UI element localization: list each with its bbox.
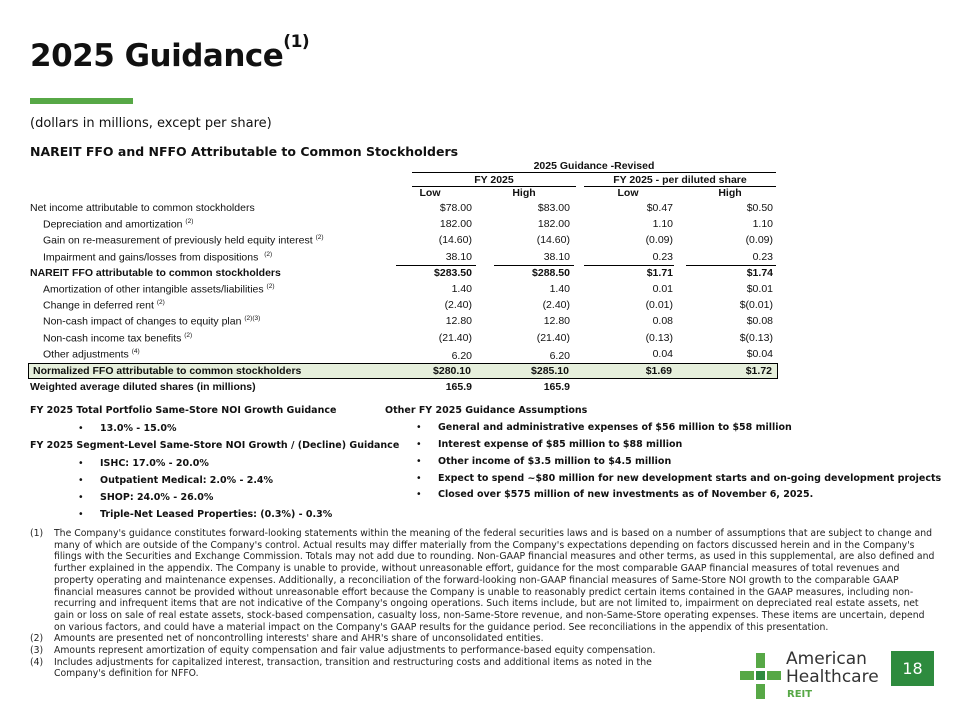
table-row (30, 232, 776, 248)
footnote-marker: (4) (30, 656, 44, 668)
footnote-marker: (2) (30, 633, 44, 645)
table-row-normalized-ffo (28, 363, 778, 379)
fy-low-value: $283.50 (434, 266, 472, 279)
fy-high-value: $288.50 (532, 266, 570, 279)
share-high-value: $0.08 (746, 315, 773, 328)
fy-low-value: $78.00 (439, 202, 472, 214)
segment-noi-heading: FY 2025 Segment-Level Same-Store NOI Growth / (Decline) Guidance (30, 440, 400, 451)
share-high-value: $1.74 (746, 266, 773, 279)
fy-low-value: (2.40) (444, 299, 472, 312)
guidance-group-header: 2025 Guidance -Revised (412, 160, 776, 173)
col-high-share: High (718, 187, 742, 199)
fy-low-value: 12.80 (445, 315, 472, 328)
row-label: Non-cash impact of changes to equity plan $^{(2)(3)}$ (43, 315, 261, 328)
row-label: Other adjustments $^{(4)}$ (43, 347, 140, 361)
fy-low-value: 38.10 (445, 250, 472, 263)
fy-high-value: 12.80 (543, 315, 570, 328)
share-low-value: $1.71 (646, 266, 673, 279)
share-low-value: 1.10 (652, 218, 673, 231)
table-row (30, 330, 776, 346)
share-high-value: $0.50 (746, 202, 773, 214)
segment-noi-bullet: • SHOP: 24.0% - 26.0% (100, 492, 213, 503)
fy-high-value: 1.40 (549, 282, 570, 295)
share-high-value: 0.23 (752, 250, 773, 263)
share-high-value: $0.01 (746, 282, 773, 295)
row-label: NAREIT FFO attributable to common stockholders (30, 266, 281, 279)
logo-wordmark (786, 650, 879, 686)
fy-low-value: (14.60) (438, 234, 472, 247)
logo-line-healthcare: Healthcare (786, 667, 879, 687)
table-row-weighted-shares (30, 379, 776, 395)
page-title (30, 32, 310, 74)
units-note: (dollars in millions, except per share) (30, 116, 272, 131)
footnote-text: The Company's guidance constitutes forward-looking statements within the meaning of the federal securities laws and is based on a number of assumptions that are subject to change and many of which are outside of the Company's control. Actual results may differ materially from the Company's expectations depending on factors discussed herein and in the Company's filings with the Securities and Exchange Commission. Totals may not add due to rounding. Non-GAAP financial measures and other terms, as used in this supplemental, are also defined and further explained in the appendix. The Company is unable to provide, without unreasonable effort, guidance for the most comparable GAAP financial measures of total revenues and property operating and maintenance expenses. Additionally, a reconciliation of the forward-looking non-GAAP financial measures of Same-Store NOI growth to the comparable GAAP financial measures cannot be provided without unreasonable effort because the Company is unable to reasonably predict certain items contained in the GAAP measures, including non-recurring and infrequent items that are not indicative of the Company's ongoing operations. Such items include, but are not limited to, impairment on depreciated real estate assets, net gain or loss on sale of real estate assets, stock-based compensation, casualty loss, non-Same-Store revenue, and non-Same-Store operating expenses. These items are uncertain, depend on various factors, and could have a material impact on the Company's GAAP results for the guidance period. See reconciliations in the appendix of this presentation. (54, 528, 935, 633)
plus-cross-logo-icon (740, 653, 784, 699)
fy-high-value: $285.10 (531, 364, 569, 377)
table-row (30, 313, 776, 329)
table-row (30, 249, 776, 265)
segment-noi-bullet: • Outpatient Medical: 2.0% - 2.4% (100, 475, 273, 486)
segment-noi-bullet: • ISHC: 17.0% - 20.0% (100, 458, 209, 469)
fy-low-value: (21.40) (438, 331, 472, 344)
fy-high-value: (14.60) (536, 234, 570, 247)
company-logo (740, 650, 890, 705)
share-low-value: 0.01 (652, 282, 673, 295)
fy-low-value: 6.20 (451, 349, 472, 362)
share-high-value: $(0.01) (739, 299, 773, 312)
footnote-marker: (3) (30, 645, 44, 657)
table-row (30, 346, 776, 363)
share-high-value: $(0.13) (739, 331, 773, 344)
share-low-value: 0.08 (652, 315, 673, 328)
row-label: Normalized FFO attributable to common stockholders (33, 364, 302, 377)
fy-header: FY 2025 (412, 174, 576, 187)
logo-line-reit: REIT (787, 689, 813, 700)
fy-high-value: (2.40) (542, 299, 570, 312)
footnote (30, 657, 694, 680)
row-label: Change in deferred rent $^{(2)}$ (43, 299, 165, 312)
share-low-value: (0.01) (645, 299, 673, 312)
page-title-text: 2025 Guidance (30, 38, 284, 74)
table-row (30, 200, 776, 216)
share-low-value: (0.13) (645, 331, 673, 344)
footnote-text: Amounts represent amortization of equity compensation and fair value adjustments to performance-based equity compensation. (54, 645, 656, 657)
total-noi-bullet: • 13.0% - 15.0% (100, 423, 176, 434)
share-low-value: 0.04 (652, 347, 673, 360)
row-label: Depreciation and amortization $^{(2)}$ (43, 218, 194, 231)
assumption-bullet: • General and administrative expenses of $56 million to $58 million (438, 422, 792, 433)
footnote (30, 633, 935, 645)
col-low-fy: Low (419, 187, 441, 199)
fy-high-value: 182.00 (537, 218, 570, 231)
footnote (30, 528, 935, 633)
logo-line-american: American (786, 649, 867, 669)
table-row (30, 297, 776, 313)
footnote-text: Amounts are presented net of noncontrolling interests' share and AHR's share of unconsolidated entities. (54, 633, 544, 645)
assumption-bullet: • Expect to spend ~$80 million for new development starts and on-going development projects (438, 473, 941, 484)
col-high-fy: High (512, 187, 536, 199)
share-low-value: $0.47 (646, 202, 673, 214)
row-label: Gain on re-measurement of previously held equity interest $^{(2)}$ (43, 234, 324, 247)
row-label: Impairment and gains/losses from dispositions $^{(2)}$ (43, 250, 273, 264)
fy-low-value: $280.10 (433, 364, 471, 377)
total-noi-heading: FY 2025 Total Portfolio Same-Store NOI Growth Guidance (30, 405, 337, 416)
title-accent-bar (30, 98, 133, 104)
share-high-value: (0.09) (745, 234, 773, 247)
fy-high-value: 38.10 (543, 250, 570, 263)
segment-noi-bullet: • Triple-Net Leased Properties: (0.3%) - 0.3% (100, 509, 332, 520)
share-low-value: 0.23 (652, 250, 673, 263)
share-high-value: 1.10 (752, 218, 773, 231)
table-row-nareit-ffo (30, 265, 776, 281)
row-label: Non-cash income tax benefits $^{(2)}$ (43, 331, 193, 344)
per-share-header: FY 2025 - per diluted share (584, 174, 776, 187)
other-assumptions-heading: Other FY 2025 Guidance Assumptions (385, 405, 588, 416)
col-low-share: Low (617, 187, 639, 199)
row-label: Weighted average diluted shares (in millions) (30, 380, 256, 393)
table-row (30, 281, 776, 297)
share-low-value: $1.69 (645, 364, 672, 377)
page-title-footnote-ref: (1) (283, 32, 310, 52)
fy-high-value: 6.20 (549, 349, 570, 362)
fy-low-value: 182.00 (439, 218, 472, 231)
assumption-bullet: • Closed over $575 million of new investments as of November 6, 2025. (438, 489, 813, 500)
fy-low-value: 1.40 (451, 282, 472, 295)
guidance-table (30, 200, 776, 395)
share-high-value: $0.04 (746, 347, 773, 360)
section-heading: NAREIT FFO and NFFO Attributable to Common Stockholders (30, 144, 459, 159)
assumption-bullet: • Other income of $3.5 million to $4.5 million (438, 456, 671, 467)
share-high-value: $1.72 (745, 364, 772, 377)
assumption-bullet: • Interest expense of $85 million to $88 million (438, 439, 682, 450)
fy-high-value: (21.40) (536, 331, 570, 344)
row-label: Amortization of other intangible assets/liabilities $^{(2)}$ (43, 282, 275, 296)
page-number-badge: 18 (891, 651, 934, 686)
share-low-value: (0.09) (645, 234, 673, 247)
fy-high-value: 165.9 (543, 380, 570, 393)
row-label: Net income attributable to common stockholders (30, 202, 255, 214)
footnote-marker: (1) (30, 528, 44, 539)
footnote-text: Includes adjustments for capitalized interest, transaction, transition and restructuring costs and additional items as noted in the Company's definition for NFFO. (54, 656, 652, 680)
table-row (30, 216, 776, 232)
fy-low-value: 165.9 (445, 380, 472, 393)
fy-high-value: $83.00 (537, 202, 570, 214)
